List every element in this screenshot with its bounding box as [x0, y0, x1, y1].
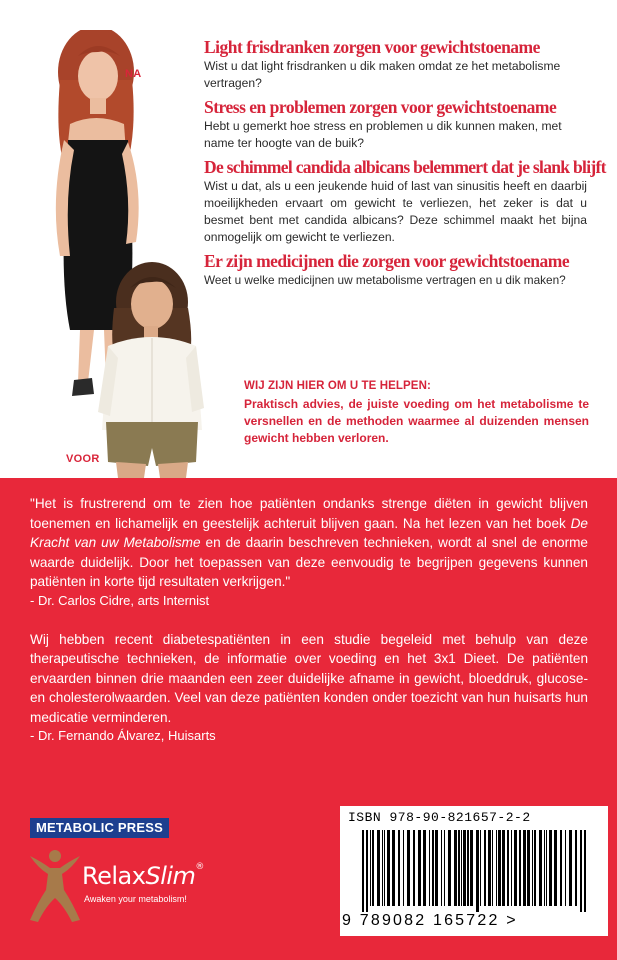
barcode-bar — [580, 830, 582, 912]
barcode-bar — [384, 830, 385, 906]
barcode-bar — [435, 830, 438, 906]
article-body: Wist u dat, als u een jeukende huid of last van sinusitis heeft en daarbij moeilijkheden ervaart om gewicht te verliezen, het zeker is dat u besmet bent met candida albicans? Deze schimmel maakt het bijna onmogelijk om gewicht te verliezen. — [204, 179, 587, 244]
barcode-digits: 9 789082 165722 > — [342, 912, 518, 929]
help-body: Praktisch advies, de juiste voeding om het metabolisme te versnellen en de methoden waarmee al duizenden mensen gewicht hebben verloren. — [244, 397, 589, 445]
quote-text: en de daarin beschreven technieken, wordt al snel de enorme waarde duidelijk. Door het toepassen van deze eenvoudig te begrijpen gegevens kunnen patiënten in korte tijd resultaten verkrijgen." — [30, 535, 588, 589]
barcode-bar — [458, 830, 460, 906]
article-body: Hebt u gemerkt hoe stress en problemen u dik kunnen maken, met name ter hoogte van de buik? — [204, 119, 562, 150]
testimonial-quote: Wij hebben recent diabetespatiënten in een studie begeleid met behulp van deze therapeutische technieken, de informatie over voeding en het 3x1 Dieet. De patiënten ervaarden binnen drie maanden een zeer duidelijke afname in gewicht, bloeddruk, glucose- en cholesterolwaarden. Veel van deze patiënten konden onder toezicht van hun huisarts hun medicatie verminderen. — [30, 631, 588, 725]
metabolic-press-logo: METABOLIC PRESS — [30, 818, 169, 838]
barcode-bar — [429, 830, 430, 906]
barcode-bar — [454, 830, 457, 906]
testimonial-author: - Dr. Carlos Cidre, arts Internist — [30, 592, 210, 608]
barcode-bar — [398, 830, 400, 906]
article-stress — [204, 96, 587, 152]
barcode-bar — [392, 830, 395, 906]
barcode-bar — [569, 830, 572, 906]
barcode-bar — [554, 830, 557, 906]
relaxslim-tagline: Awaken your metabolism! — [84, 894, 187, 904]
testimonials — [30, 494, 588, 745]
barcode-bar — [366, 830, 368, 912]
brand-slim: Slim — [145, 862, 196, 890]
barcode-bar — [432, 830, 434, 906]
barcode-bars — [362, 830, 586, 912]
barcode-bar — [565, 830, 566, 906]
barcode-bar — [514, 830, 517, 906]
barcode-bar — [362, 830, 364, 912]
article-list — [204, 36, 606, 293]
barcode-bar — [549, 830, 552, 906]
barcode-bar — [488, 830, 491, 906]
article-body: Weet u welke medicijnen uw metabolisme vertragen en u dik maken? — [204, 273, 566, 287]
article-heading: Er zijn medicijnen die zorgen voor gewichtstoename — [204, 251, 570, 271]
barcode-bar — [560, 830, 562, 906]
barcode-bar — [502, 830, 505, 906]
barcode-bar — [539, 830, 542, 906]
quote-text: "Het is frustrerend om te zien hoe patiënten ondanks strenge diëten in gewicht blijven toenemen en lichamelijk en geestelijk achteruit blijven gaan. Na het lezen van het boek — [30, 496, 588, 531]
barcode-bar — [584, 830, 586, 912]
barcode-bar — [377, 830, 380, 906]
barcode-bar — [532, 830, 533, 906]
barcode-bar — [523, 830, 526, 906]
barcode-bar — [467, 830, 469, 906]
barcode-bar — [480, 830, 481, 906]
barcode-bar — [492, 830, 493, 906]
book-title: De Kracht van uw Metabolisme — [30, 515, 588, 550]
barcode-bar — [407, 830, 410, 906]
article-body: Wist u dat light frisdranken u dik maken omdat ze het metabolisme vertragen? — [204, 59, 561, 90]
barcode-bar — [403, 830, 404, 906]
isbn-barcode — [340, 806, 608, 936]
barcode-bar — [484, 830, 486, 906]
barcode-bar — [544, 830, 545, 906]
barcode-bar — [370, 830, 371, 906]
relaxslim-logo-text — [82, 862, 204, 890]
barcode-bar — [496, 830, 497, 906]
brand-registered: ® — [195, 862, 204, 872]
article-heading: Stress en problemen zorgen voor gewichtstoename — [204, 97, 557, 117]
barcode-bar — [575, 830, 577, 906]
barcode-bar — [444, 830, 445, 906]
barcode-bar — [507, 830, 509, 906]
barcode-bar — [476, 830, 479, 912]
brand-relax: Relax — [82, 862, 146, 890]
top-section — [0, 0, 617, 478]
barcode-bar — [461, 830, 462, 906]
barcode-bar — [511, 830, 512, 906]
help-title: WIJ ZIJN HIER OM U TE HELPEN: — [244, 380, 431, 392]
testimonial-quote — [30, 494, 588, 592]
article-medicines — [204, 250, 587, 289]
barcode-bar — [418, 830, 421, 906]
after-label: NA — [125, 68, 142, 80]
barcode-bar — [470, 830, 473, 906]
help-block — [244, 378, 589, 447]
barcode-bar — [372, 830, 374, 906]
barcode-bar — [441, 830, 442, 906]
barcode-bar — [498, 830, 501, 906]
barcode-bar — [534, 830, 536, 906]
barcode-bar — [382, 830, 383, 906]
barcode-bar — [387, 830, 390, 906]
barcode-bar — [448, 830, 451, 906]
barcode-bar — [423, 830, 426, 906]
barcode-bar — [463, 830, 466, 906]
before-label: VOOR — [66, 453, 100, 465]
article-heading: De schimmel candida albicans belemmert dat je slank blijft — [204, 157, 606, 177]
testimonial-author: - Dr. Fernando Álvarez, Huisarts — [30, 728, 216, 743]
article-heading: Light frisdranken zorgen voor gewichtstoename — [204, 37, 540, 57]
before-photo — [92, 262, 208, 478]
isbn-label: ISBN 978-90-821657-2-2 — [348, 810, 531, 825]
barcode-bar — [413, 830, 415, 906]
article-candida — [204, 156, 606, 246]
barcode-bar — [546, 830, 547, 906]
barcode-bar — [519, 830, 521, 906]
article-light-soda — [204, 36, 587, 92]
barcode-bar — [527, 830, 530, 906]
